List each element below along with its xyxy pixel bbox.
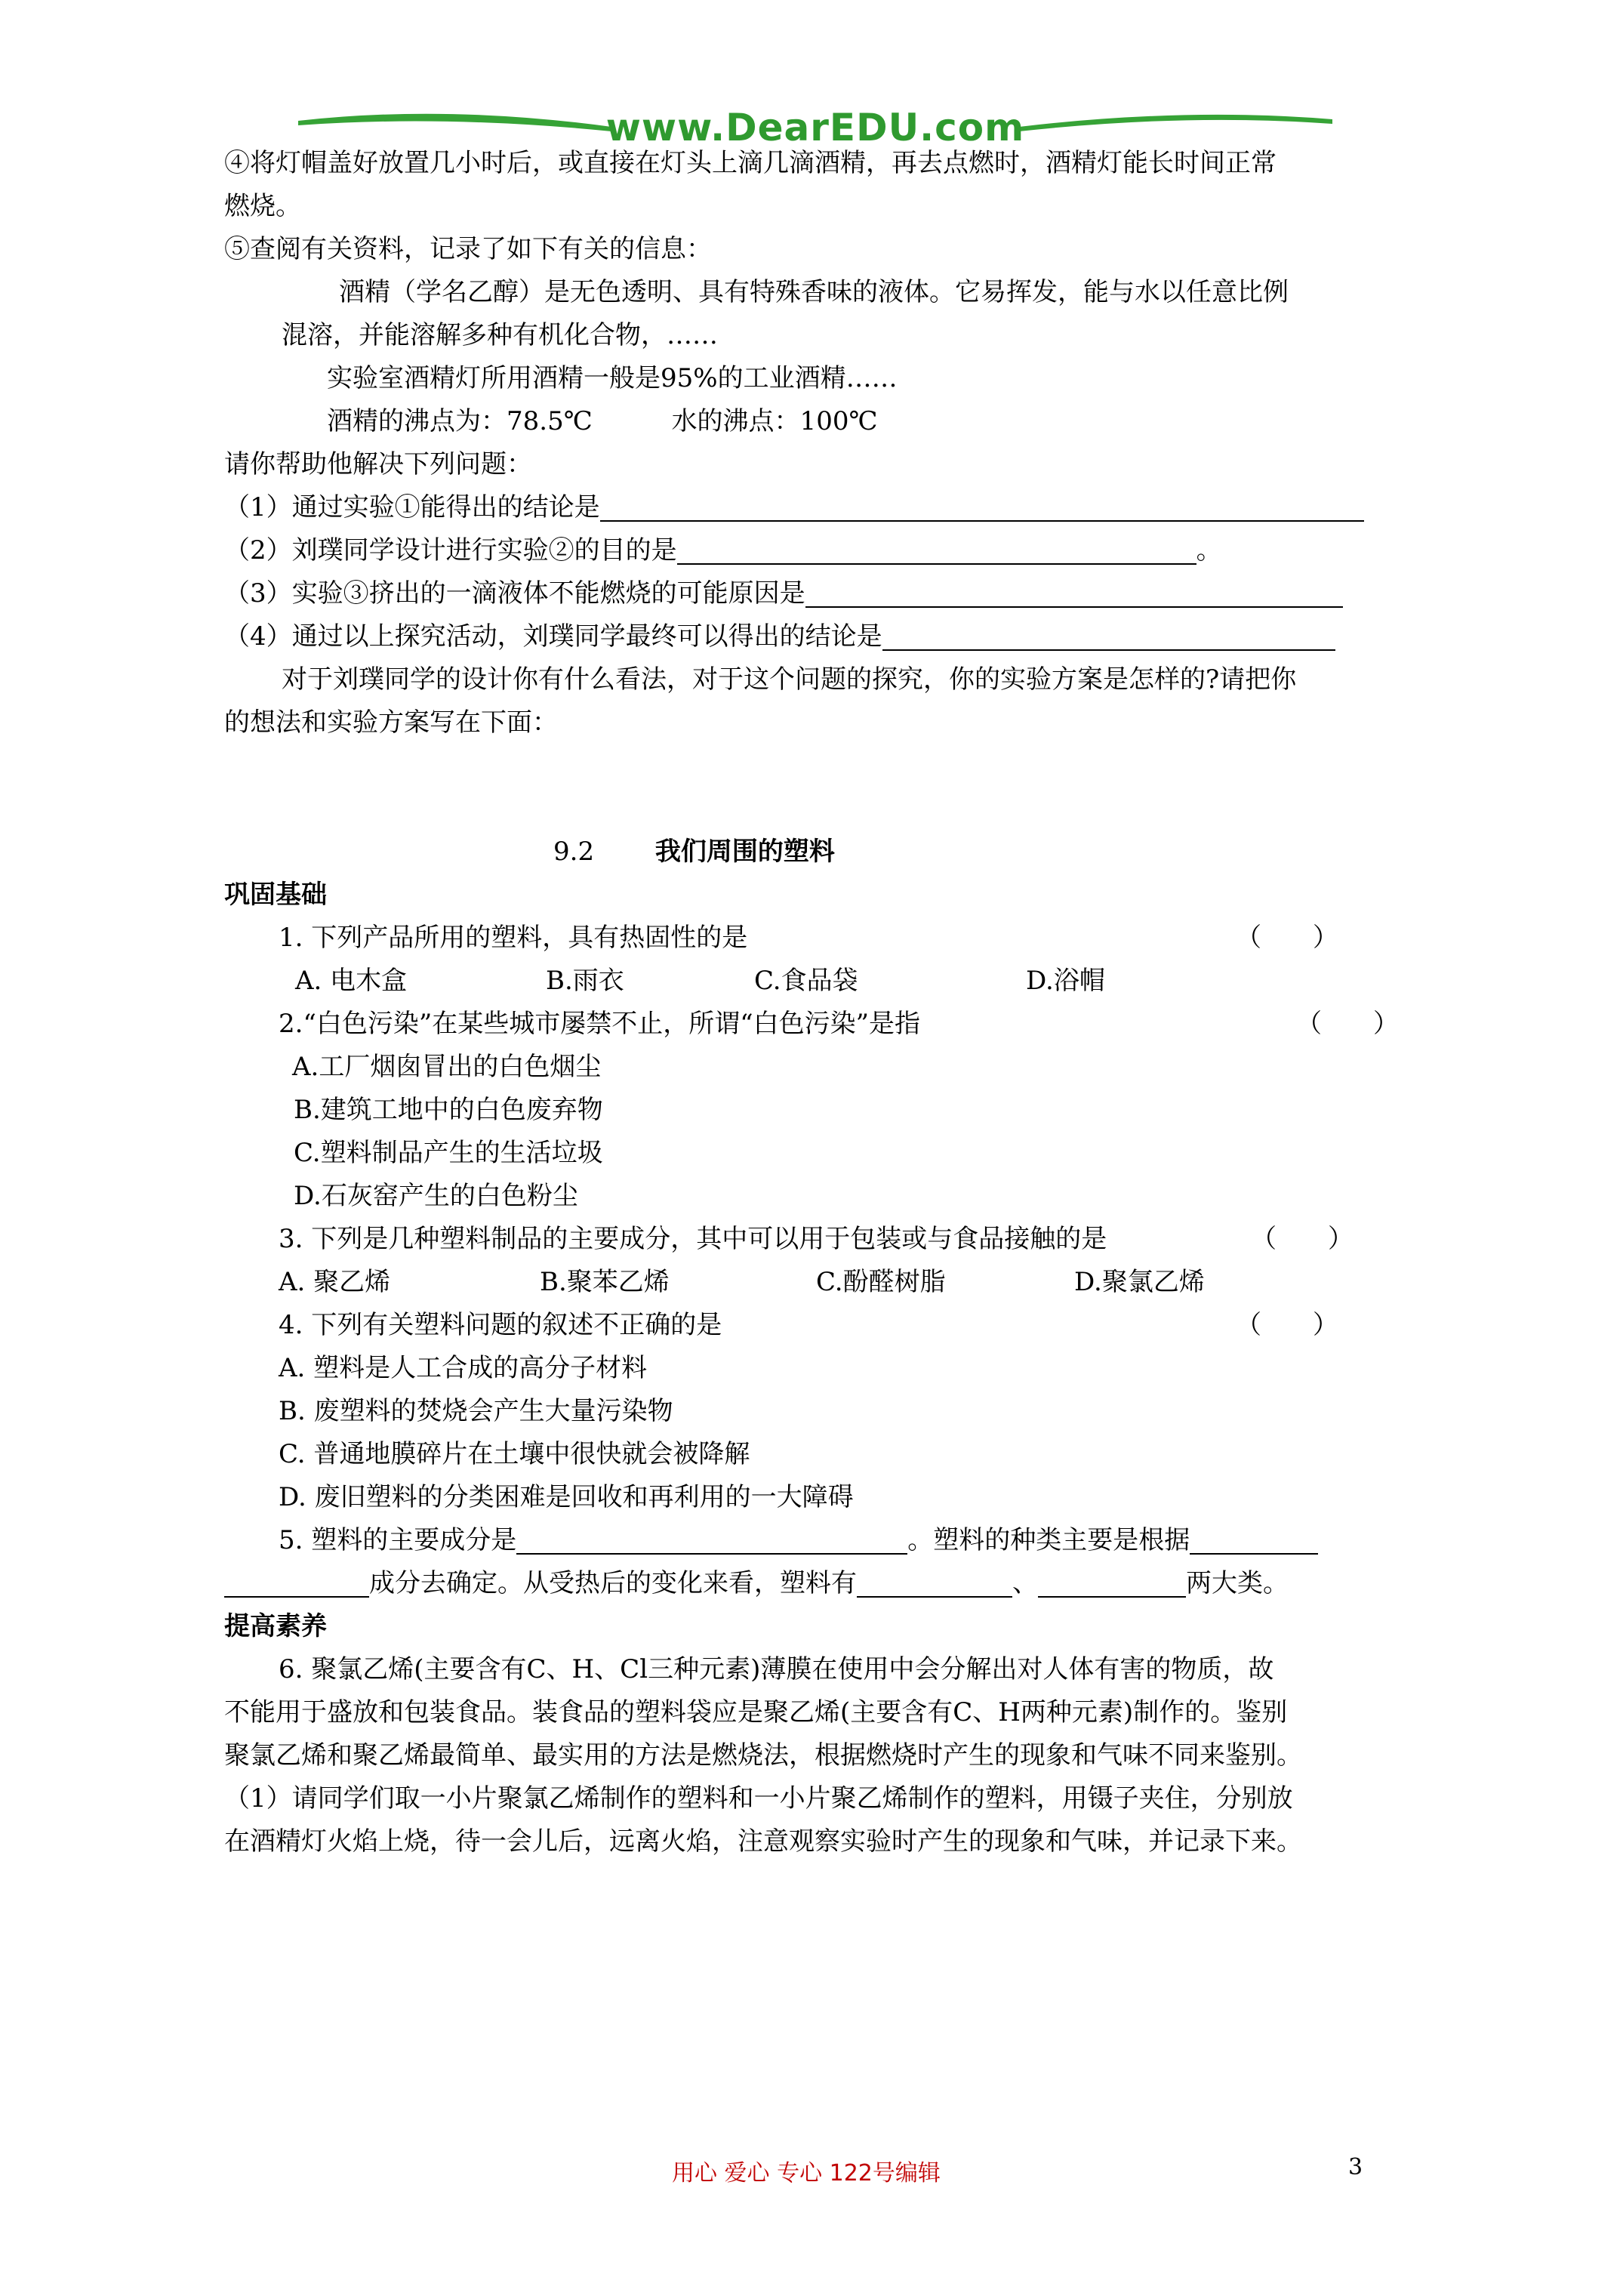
option-c[interactable]: C.酚醛树脂	[816, 1267, 946, 1297]
text-line: ⑤查阅有关资料，记录了如下有关的信息：	[224, 234, 712, 264]
question-line: （3）实验③挤出的一滴液体不能燃烧的可能原因是	[224, 572, 1409, 615]
mc-question-2: 2.“白色污染”在某些城市屡禁不止，所谓“白色污染”是指 （ ）	[224, 1003, 1409, 1046]
section-heading	[224, 831, 1409, 874]
answer-paren[interactable]: （ ）	[1296, 1009, 1399, 1039]
answer-paren[interactable]: （ ）	[1236, 923, 1338, 953]
answer-paren[interactable]: （ ）	[1251, 1224, 1354, 1254]
text-line: ④将灯帽盖好放置几小时后，或直接在灯头上滴几滴酒精，再去点燃时，酒精灯能长时间正常	[224, 148, 1277, 178]
options-row	[224, 1261, 1409, 1304]
option-c[interactable]: C.食品袋	[754, 966, 858, 996]
fill-question-5: 5. 塑料的主要成分是 。塑料的种类主要是根据	[224, 1519, 1409, 1562]
question-line: （4）通过以上探究活动，刘璞同学最终可以得出的结论是	[224, 615, 1409, 658]
spacer	[224, 787, 1409, 831]
page-number: 3	[1348, 2154, 1363, 2180]
section-title: 我们周围的塑料	[654, 837, 835, 867]
option-b[interactable]: B.雨衣	[546, 966, 624, 996]
mc-question-4: 4. 下列有关塑料问题的叙述不正确的是 （ ）	[224, 1304, 1409, 1347]
text-line	[224, 400, 1409, 443]
answer-blank[interactable]	[882, 619, 1335, 651]
answer-blank[interactable]	[805, 576, 1343, 608]
question-line: （2）刘璞同学设计进行实验②的目的是 。	[224, 529, 1409, 572]
answer-blank[interactable]	[600, 490, 1364, 522]
mc-question-1: 1. 下列产品所用的塑料，具有热固性的是 （ ）	[224, 917, 1409, 960]
section-number: 9.2	[553, 837, 595, 867]
option-b[interactable]: B. 废塑料的焚烧会产生大量污染物	[279, 1396, 673, 1426]
option-a[interactable]: A. 电木盒	[295, 966, 408, 996]
answer-blank[interactable]	[677, 533, 1196, 565]
question-line: （1）通过实验①能得出的结论是	[224, 486, 1409, 529]
option-c[interactable]: C. 普通地膜碎片在土壤中很快就会被降解	[279, 1439, 750, 1469]
answer-blank[interactable]	[857, 1566, 1012, 1598]
subsection-heading: 巩固基础	[224, 880, 327, 910]
option-d[interactable]: D. 废旧塑料的分类困难是回收和再利用的一大障碍	[279, 1482, 854, 1512]
text-line: 聚氯乙烯和聚乙烯最简单、最实用的方法是燃烧法，根据燃烧时产生的现象和气味不同来鉴别。	[224, 1740, 1302, 1771]
text-line: 实验室酒精灯所用酒精一般是95%的工业酒精……	[327, 363, 898, 393]
text-line: 6. 聚氯乙烯(主要含有C、H、Cl三种元素)薄膜在使用中会分解出对人体有害的物质，故	[279, 1654, 1274, 1684]
option-b[interactable]: B.建筑工地中的白色废弃物	[294, 1095, 603, 1125]
answer-blank[interactable]	[1038, 1566, 1186, 1598]
footer-text: 用心 爱心 专心 122号编辑	[672, 2160, 941, 2187]
option-d[interactable]: D.聚氯乙烯	[1074, 1267, 1205, 1297]
answer-blank[interactable]	[224, 1566, 369, 1598]
answer-blank[interactable]	[516, 1523, 907, 1555]
answer-paren[interactable]: （ ）	[1236, 1310, 1338, 1340]
water-boiling-point: 水的沸点：100℃	[671, 406, 878, 436]
mc-question-3: 3. 下列是几种塑料制品的主要成分，其中可以用于包装或与食品接触的是 （ ）	[224, 1218, 1409, 1261]
text-line: 在酒精灯火焰上烧，待一会儿后，远离火焰，注意观察实验时产生的现象和气味，并记录下来。	[224, 1826, 1302, 1857]
logo-text: www.DearEDU.com	[605, 106, 1025, 149]
text-line: 不能用于盛放和包装食品。装食品的塑料袋应是聚乙烯(主要含有C、H两种元素)制作的。鉴别	[224, 1697, 1288, 1727]
text-line: （1）请同学们取一小片聚氯乙烯制作的塑料和一小片聚乙烯制作的塑料，用镊子夹住，分别放	[224, 1783, 1293, 1814]
subsection-heading: 提高素养	[224, 1611, 327, 1641]
page-content	[224, 142, 1409, 1863]
option-d[interactable]: D.石灰窑产生的白色粉尘	[294, 1181, 578, 1211]
text-line: 燃烧。	[224, 191, 301, 221]
text-line: 酒精（学名乙醇）是无色透明、具有特殊香味的液体。它易挥发，能与水以任意比例	[339, 277, 1289, 307]
text-line: 请你帮助他解决下列问题：	[224, 449, 532, 479]
option-d[interactable]: D.浴帽	[1026, 966, 1105, 996]
fill-question-5-cont: 成分去确定。从受热后的变化来看，塑料有 、 两大类。	[224, 1562, 1409, 1605]
alcohol-boiling-point: 酒精的沸点为：78.5℃	[327, 406, 593, 436]
option-b[interactable]: B.聚苯乙烯	[540, 1267, 670, 1297]
text-line: 的想法和实验方案写在下面：	[224, 707, 558, 738]
option-c[interactable]: C.塑料制品产生的生活垃圾	[294, 1138, 603, 1168]
option-a[interactable]: A.工厂烟囱冒出的白色烟尘	[292, 1052, 602, 1082]
answer-blank[interactable]	[1190, 1523, 1318, 1555]
option-a[interactable]: A. 聚乙烯	[279, 1267, 391, 1297]
text-line: 混溶，并能溶解多种有机化合物，……	[282, 320, 718, 350]
spacer	[224, 744, 1409, 787]
option-a[interactable]: A. 塑料是人工合成的高分子材料	[279, 1353, 648, 1383]
options-row	[224, 960, 1409, 1003]
text-line: 对于刘璞同学的设计你有什么看法，对于这个问题的探究，你的实验方案是怎样的?请把你	[282, 664, 1297, 695]
